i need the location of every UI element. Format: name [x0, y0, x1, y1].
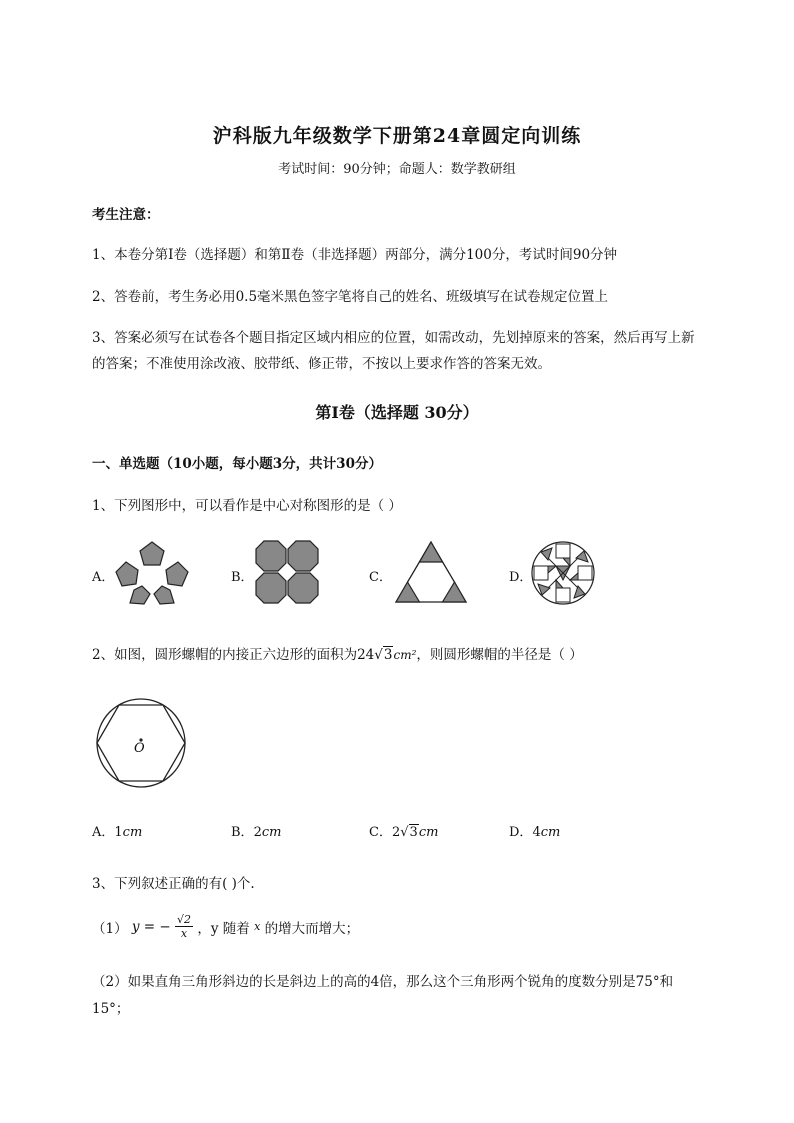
- q2-option-b-value: 2: [253, 825, 262, 840]
- notice-item-1: 1、本卷分第I卷（选择题）和第Ⅱ卷（非选择题）两部分，满分100分，考试时间90分钟: [92, 247, 618, 263]
- q2-option-d: [509, 821, 560, 840]
- q3-s1-numerator: √2: [177, 913, 192, 926]
- q2-option-b: [231, 821, 281, 840]
- q1-option-a-label: A．: [92, 570, 115, 585]
- center-label-o: O: [134, 741, 145, 756]
- q2-option-d-label: D．: [509, 825, 533, 840]
- q2-option-a-unit: cm: [122, 825, 143, 840]
- q1-stem: 1、下列图形中，可以看作是中心对称图形的是（ ）: [92, 498, 402, 514]
- q2-sqrt-value: 3: [383, 647, 393, 663]
- page-title: 沪科版九年级数学下册第24章圆定向训练: [212, 125, 582, 147]
- q2-stem-part-b: ，则圆形螺帽的半径是（ ）: [416, 647, 583, 663]
- q3-statement-2-line1: （2）如果直角三角形斜边的长是斜边上的高的4倍，那么这个三角形两个锐角的度数分别是75°和: [92, 974, 674, 990]
- notice-heading: 考生注意：: [92, 207, 160, 223]
- notice-item-3: 3、答案必须写在试卷各个题目指定区域内相应的位置，如需改动，先划掉原来的答案，然后再写上新: [92, 330, 695, 346]
- q2-option-b-unit: cm: [261, 825, 282, 840]
- q3-s1-denominator: x: [180, 927, 188, 940]
- q3-s1-lhs: y = −: [131, 918, 171, 935]
- q3-stem: 3、下列叙述正确的有( )个.: [92, 876, 255, 892]
- circle-pattern-figure: [530, 540, 596, 606]
- q1-option-d-label: D．: [509, 570, 533, 585]
- triangle-figure: [394, 540, 468, 604]
- five-pentagons-figure: [114, 540, 190, 606]
- q2-stem-part-a: 2、如图，圆形螺帽的内接正六边形的面积为24: [92, 647, 375, 663]
- q3-s1-text-a: ，y 随着: [197, 920, 250, 937]
- part-heading: 一、单选题（10小题，每小题3分，共计30分）: [92, 456, 382, 472]
- q2-option-c-label: C．: [369, 825, 392, 840]
- notice-item-3-cont: 的答案；不准使用涂改液、胶带纸、修正带，不按以上要求作答的答案无效。: [92, 356, 551, 372]
- q2-option-c: [369, 821, 438, 840]
- q3-s1-fraction: [175, 913, 193, 940]
- q3-statement-1: [92, 913, 359, 940]
- q2-area-unit: cm²: [393, 648, 417, 662]
- exam-info: 考试时间：90分钟；命题人：数学教研组: [278, 162, 516, 177]
- q2-stem: [92, 643, 583, 663]
- q2-option-b-label: B．: [231, 825, 254, 840]
- q3-s1-x: x: [254, 920, 261, 933]
- q2-option-c-unit: cm: [418, 825, 439, 840]
- notice-item-2: 2、答卷前，考生务必用0.5毫米黑色签字笔将自己的姓名、班级填写在试卷规定位置上: [92, 289, 609, 305]
- q2-option-c-value: 2: [391, 825, 401, 840]
- q2-option-a-value: 1: [114, 825, 123, 840]
- q2-option-c-sqrt: 3: [409, 825, 418, 840]
- four-octagons-figure: [255, 540, 319, 604]
- q1-option-b-label: B．: [231, 570, 254, 585]
- section-title: 第I卷（选择题 30分）: [315, 403, 479, 422]
- q2-option-d-value: 4: [532, 825, 541, 840]
- q2-option-d-unit: cm: [540, 825, 561, 840]
- q2-option-a: [92, 821, 142, 840]
- q2-sqrt-sign: √: [374, 647, 383, 663]
- q3-statement-2-line2: 15°；: [92, 1001, 130, 1017]
- q1-option-c-label: C．: [369, 570, 392, 585]
- q3-s1-label: （1）: [92, 920, 128, 937]
- q3-s1-text-b: 的增大而增大；: [264, 920, 360, 937]
- q2-option-a-label: A．: [92, 825, 115, 840]
- q2-option-c-sqrt-sign: √: [400, 825, 409, 840]
